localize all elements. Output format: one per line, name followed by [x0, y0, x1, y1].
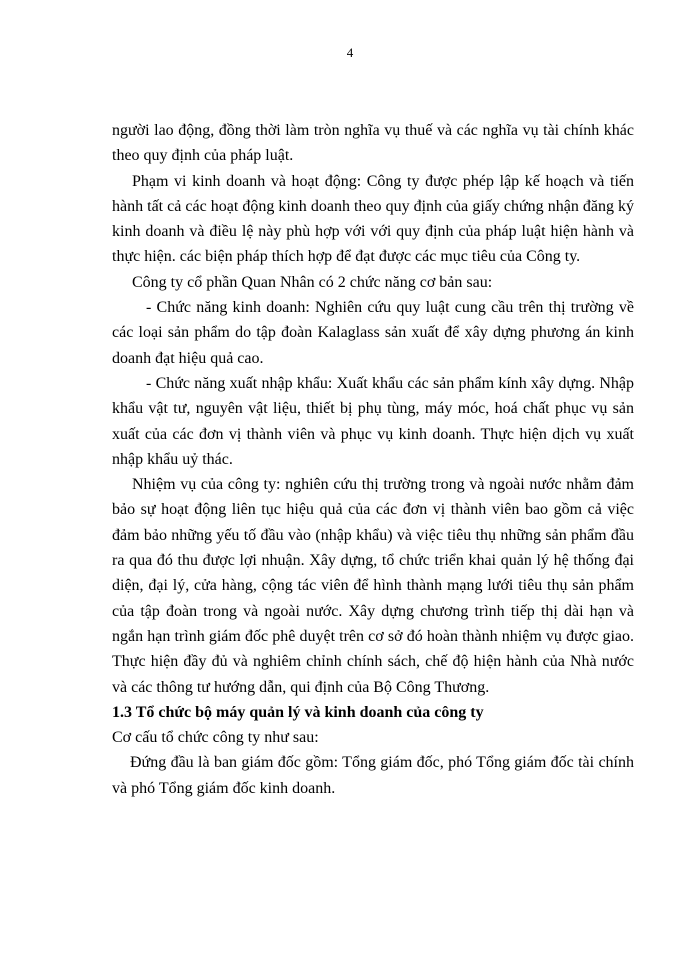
paragraph-company-duties: Nhiệm vụ của công ty: nghiên cứu thị trường trong và ngoài nước nhằm đảm bảo sự hoạt động liên tục hiệu quả của các đơn vị thành viên bao gồm cả việc đảm bảo những yếu tố đầu vào (nhập khẩu) và việc tiêu thụ những sản phẩm đầu ra qua đó thu được lợi nhuận. Xây dựng, tổ chức triển khai quản lý hệ thống đại diện, đại lý, cửa hàng, cộng tác viên để hình thành mạng lưới tiêu thụ sản phẩm của tập đoàn trong và ngoài nước. Xây dựng chương trình tiếp thị dài hạn và ngắn hạn trình giám đốc phê duyệt trên cơ sở đó hoàn thành nhiệm vụ được giao. Thực hiện đầy đủ và nghiêm chỉnh chính sách, chế độ hiện hành của Nhà nước và các thông tư hướng dẫn, qui định của Bộ Công Thương.: [112, 476, 634, 696]
paragraph-obligations: người lao động, đồng thời làm tròn nghĩa vụ thuế và các nghĩa vụ tài chính khác theo quy định của pháp luật.: [112, 122, 634, 165]
section-heading: 1.3 Tổ chức bộ máy quản lý và kinh doanh của công ty: [112, 703, 484, 721]
page-number: 4: [346, 45, 354, 60]
paragraph-business-function: - Chức năng kinh doanh: Nghiên cứu quy luật cung cầu trên thị trường về các loại sản phẩm do tập đoàn Kalaglass sản xuất để xây dựng phương án kinh doanh đạt hiệu quả cao.: [112, 299, 634, 367]
document-body: [112, 118, 634, 801]
paragraph-import-export-function: - Chức năng xuất nhập khẩu: Xuất khẩu các sản phẩm kính xây dựng. Nhập khẩu vật tư, nguyên vật liệu, thiết bị phụ tùng, máy móc, hoá chất phục vụ sản xuất của các đơn vị thành viên và phục vụ kinh doanh. Thực hiện dịch vụ xuất nhập khẩu uỷ thác.: [112, 374, 634, 468]
paragraph-functions-intro: Công ty cổ phần Quan Nhân có 2 chức năng cơ bản sau:: [132, 273, 493, 291]
paragraph-business-scope: Phạm vi kinh doanh và hoạt động: Công ty được phép lập kế hoạch và tiến hành tất cả các hoạt động kinh doanh theo quy định của giấy chứng nhận đăng ký kinh doanh và điều lệ này phù hợp với với quy định của pháp luật hiện hành và thực hiện. các biện pháp thích hợp để đạt được các mục tiêu của Công ty.: [112, 172, 634, 266]
paragraph-structure-intro: Cơ cấu tổ chức công ty như sau:: [112, 729, 319, 747]
paragraph-board-of-directors: Đứng đầu là ban giám đốc gồm: Tổng giám đốc, phó Tổng giám đốc tài chính và phó Tổng giám đốc kinh doanh.: [112, 754, 634, 797]
